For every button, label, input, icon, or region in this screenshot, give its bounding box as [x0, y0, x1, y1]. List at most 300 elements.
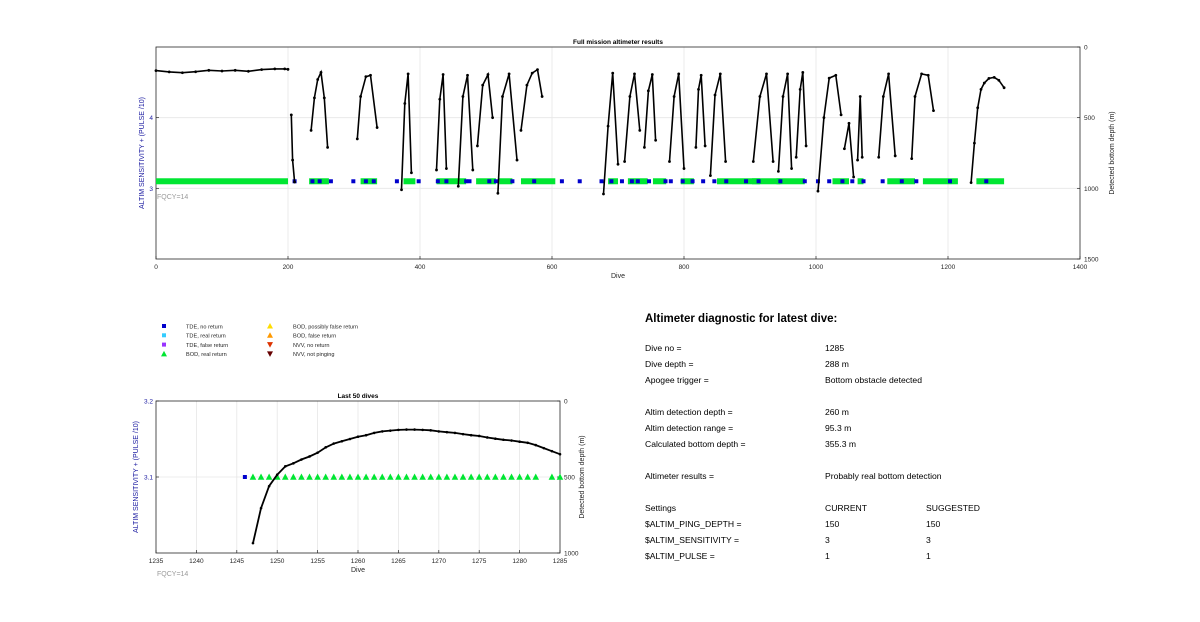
main-ylabel-right: Detected bottom depth (m): [1109, 111, 1116, 195]
diag-row-detect-depth: [645, 407, 1165, 423]
main-tde-no-return-marker: [372, 179, 376, 183]
main-depth-point: [438, 98, 441, 101]
main-tde-no-return-marker: [647, 179, 651, 183]
main-depth-point: [852, 176, 855, 179]
main-tde-no-return-marker: [444, 179, 448, 183]
last50-depth-point: [292, 462, 295, 465]
main-depth-point: [457, 185, 460, 188]
main-y-right-tick-label: 500: [1084, 115, 1095, 123]
main-depth-point: [326, 146, 329, 149]
main-tde-no-return-marker: [620, 179, 624, 183]
last50-x-tick-label: 1265: [391, 558, 406, 565]
main-tde-no-return-marker: [636, 179, 640, 183]
legend-label: BOD, possibly false return: [293, 324, 358, 331]
last50-depth-point: [260, 507, 263, 510]
last50-depth-point: [349, 438, 352, 441]
main-x-tick-label: 800: [678, 264, 690, 271]
main-tde-no-return-marker: [329, 179, 333, 183]
main-tde-no-return-marker: [351, 179, 355, 183]
last50-annotation-fqcy: FQCY=14: [157, 571, 189, 578]
main-depth-point: [786, 72, 789, 75]
main-depth-point: [683, 167, 686, 170]
last50-depth-point: [413, 428, 416, 431]
main-depth-point: [526, 84, 529, 87]
main-depth-point: [823, 116, 826, 119]
main-depth-line: [437, 75, 447, 170]
main-depth-point: [856, 159, 859, 162]
diag-value: Bottom obstacle detected: [825, 375, 922, 385]
last50-y-right-tick-label: 1000: [564, 550, 579, 558]
main-x-tick-label: 0: [154, 264, 158, 271]
last50-depth-point: [421, 429, 424, 432]
main-depth-point: [628, 95, 631, 98]
main-depth-point: [980, 88, 983, 91]
main-bod-real-return-band: [976, 178, 1004, 184]
main-depth-point: [887, 72, 890, 75]
main-depth-point: [777, 170, 780, 173]
last50-depth-point: [526, 442, 529, 445]
last50-depth-line: [253, 430, 560, 543]
main-depth-point: [407, 72, 410, 75]
main-depth-point: [487, 73, 490, 76]
main-y-right-tick-label: 1000: [1084, 185, 1099, 193]
main-depth-point: [320, 71, 323, 74]
last50-ylabel-left: ALTIM SENSITIVITY + (PULSE /10): [133, 421, 140, 533]
settings-current: 3: [825, 535, 830, 545]
main-depth-point: [323, 96, 326, 99]
main-tde-no-return-marker: [681, 179, 685, 183]
main-depth-point: [400, 188, 403, 191]
main-depth-line: [521, 70, 542, 131]
main-depth-line: [311, 72, 328, 147]
main-depth-point: [617, 163, 620, 166]
main-x-tick-label: 1200: [940, 264, 956, 271]
settings-suggested: 1: [926, 551, 931, 561]
main-depth-point: [765, 72, 768, 75]
main-x-tick-label: 600: [546, 264, 558, 271]
main-depth-point: [247, 70, 250, 73]
main-tde-no-return-marker: [630, 179, 634, 183]
main-depth-point: [290, 113, 293, 116]
last50-depth-point: [381, 430, 384, 433]
last50-depth-point: [373, 432, 376, 435]
main-depth-point: [647, 89, 650, 92]
last50-xlabel: Dive: [350, 567, 366, 574]
last50-depth-point: [534, 444, 537, 447]
main-depth-point: [531, 72, 534, 75]
main-depth-point: [273, 68, 276, 71]
last50-depth-point: [276, 473, 279, 476]
last50-x-tick-label: 1280: [512, 558, 527, 565]
last50-x-tick-label: 1285: [552, 558, 568, 565]
diag-label: Altim detection range =: [645, 423, 734, 433]
main-x-tick-label: 400: [414, 264, 426, 271]
setting-ping-depth: [645, 519, 1165, 535]
main-tde-no-return-marker: [691, 179, 695, 183]
last50-depth-point: [518, 440, 521, 443]
main-tde-no-return-marker: [712, 179, 716, 183]
settings-current: 1: [825, 551, 830, 561]
main-depth-point: [369, 74, 372, 77]
main-depth-point: [709, 174, 712, 177]
main-depth-line: [458, 75, 473, 186]
diagnostic-panel: [645, 313, 1165, 567]
last50-depth-point: [486, 436, 489, 439]
last50-x-tick-label: 1235: [148, 558, 164, 565]
main-tde-no-return-marker: [778, 179, 782, 183]
settings-label: $ALTIM_PULSE =: [645, 551, 715, 561]
main-tde-no-return-marker: [850, 179, 854, 183]
main-depth-line: [844, 123, 853, 177]
settings-suggested-header: SUGGESTED: [926, 503, 980, 513]
main-depth-point: [403, 102, 406, 105]
diag-row-calc-bottom: [645, 439, 1165, 455]
legend-label: BOD, real return: [186, 352, 227, 359]
main-depth-point: [983, 82, 986, 85]
main-tde-no-return-marker: [701, 179, 705, 183]
main-tde-no-return-marker: [532, 179, 536, 183]
main-depth-point: [181, 71, 184, 74]
diag-value: 260 m: [825, 407, 849, 417]
main-depth-point: [435, 169, 438, 172]
main-depth-point: [920, 72, 923, 75]
last50-tde-no-return-marker: [243, 475, 247, 479]
main-depth-line: [498, 74, 517, 193]
diag-row-apogee: [645, 375, 1165, 391]
main-depth-point: [291, 159, 294, 162]
main-depth-point: [828, 77, 831, 80]
main-depth-point: [861, 156, 864, 159]
main-bod-real-return-band: [923, 178, 958, 184]
main-depth-point: [694, 146, 697, 149]
main-y-right-tick-label: 0: [1084, 44, 1088, 52]
diag-label: Calculated bottom depth =: [645, 439, 746, 449]
settings-label: Settings: [645, 503, 677, 513]
last50-depth-point: [397, 429, 400, 432]
last50-y-right-tick-label: 0: [564, 398, 568, 406]
main-y-left-tick-label: 4: [149, 115, 153, 123]
last50-depth-point: [446, 431, 449, 434]
last50-depth-point: [494, 437, 497, 440]
main-bod-real-return-band: [404, 178, 416, 184]
main-tde-no-return-marker: [487, 179, 491, 183]
main-depth-point: [194, 70, 197, 73]
main-depth-point: [772, 160, 775, 163]
main-depth-point: [536, 68, 539, 71]
main-depth-point: [795, 156, 798, 159]
last50-depth-point: [389, 429, 392, 432]
last50-depth-point: [543, 447, 546, 450]
main-tde-no-return-marker: [914, 179, 918, 183]
legend-marker-square: [162, 343, 166, 347]
legend-marker-square: [162, 333, 166, 337]
last50-depth-point: [438, 430, 441, 433]
main-depth-line: [971, 77, 1004, 182]
main-depth-point: [668, 160, 671, 163]
main-depth-point: [359, 95, 362, 98]
main-depth-line: [644, 75, 655, 148]
main-depth-line: [796, 72, 806, 157]
main-depth-point: [221, 70, 224, 73]
main-depth-point: [155, 69, 158, 72]
legend-label: NVV, no return: [293, 342, 330, 349]
main-tde-no-return-marker: [510, 179, 514, 183]
last50-depth-point: [454, 432, 457, 435]
main-depth-point: [677, 72, 680, 75]
main-depth-point: [287, 68, 290, 71]
legend-marker-triangle-down: [267, 342, 273, 348]
main-depth-point: [859, 95, 862, 98]
main-depth-line: [402, 74, 412, 190]
last50-depth-point: [478, 435, 481, 438]
last50-y-left-tick-label: 3.2: [143, 398, 153, 406]
main-depth-point: [364, 75, 367, 78]
main-depth-point: [843, 147, 846, 150]
main-depth-point: [466, 74, 469, 77]
main-tde-no-return-marker: [803, 179, 807, 183]
settings-current-header: CURRENT: [825, 503, 868, 513]
main-depth-point: [805, 145, 808, 148]
main-depth-point: [293, 181, 296, 184]
legend-marker-triangle-down: [267, 351, 273, 357]
last50-depth-point: [268, 485, 271, 488]
main-depth-point: [801, 71, 804, 74]
diag-label: Altim detection depth =: [645, 407, 733, 417]
main-depth-point: [462, 95, 465, 98]
last50-depth-point: [502, 438, 505, 441]
last50-x-tick-label: 1240: [189, 558, 204, 565]
main-depth-point: [848, 122, 851, 125]
main-depth-point: [714, 94, 717, 97]
last50-x-tick-label: 1275: [471, 558, 487, 565]
main-depth-point: [638, 129, 641, 132]
last50-depth-point: [510, 439, 513, 442]
main-depth-line: [696, 75, 705, 147]
main-depth-point: [970, 181, 973, 184]
main-depth-point: [643, 146, 646, 149]
main-depth-line: [710, 74, 725, 176]
diag-value: Probably real bottom detection: [825, 471, 942, 481]
main-title: Full mission altimeter results: [573, 39, 663, 46]
last50-depth-point: [429, 429, 432, 432]
last50-depth-point: [559, 453, 562, 456]
main-bod-real-return-band: [521, 178, 555, 184]
settings-header: [645, 503, 1165, 519]
diag-label: Altimeter results =: [645, 471, 715, 481]
main-tde-no-return-marker: [417, 179, 421, 183]
last50-depth-point: [357, 435, 360, 438]
main-depth-point: [508, 72, 511, 75]
last50-depth-point: [252, 542, 255, 545]
main-depth-point: [790, 167, 793, 170]
main-depth-point: [927, 74, 930, 77]
settings-suggested: 3: [926, 535, 931, 545]
settings-suggested: 150: [926, 519, 941, 529]
main-depth-point: [471, 169, 474, 172]
last50-depth-point: [332, 442, 335, 445]
legend-label: TDE, no return: [186, 324, 223, 331]
main-depth-point: [496, 192, 499, 195]
main-x-tick-label: 1400: [1072, 264, 1088, 271]
diag-row-results: [645, 471, 1165, 487]
main-depth-point: [283, 68, 286, 71]
main-depth-line: [670, 74, 685, 169]
main-depth-point: [782, 95, 785, 98]
last50-depth-point: [462, 433, 465, 436]
setting-sensitivity: [645, 535, 1165, 551]
diag-row-dive-depth: [645, 359, 1165, 375]
main-tde-no-return-marker: [364, 179, 368, 183]
diag-label: Apogee trigger =: [645, 375, 709, 385]
main-depth-point: [1003, 86, 1006, 89]
main-depth-line: [818, 75, 841, 191]
main-tde-no-return-marker: [494, 179, 498, 183]
main-tde-no-return-marker: [664, 179, 668, 183]
main-tde-no-return-marker: [881, 179, 885, 183]
last50-x-tick-label: 1260: [350, 558, 366, 565]
diag-label: Dive depth =: [645, 359, 694, 369]
main-depth-point: [541, 95, 544, 98]
main-depth-line: [604, 73, 619, 194]
setting-pulse: [645, 551, 1165, 567]
main-bod-real-return-band: [437, 178, 467, 184]
main-depth-point: [516, 159, 519, 162]
main-depth-point: [697, 88, 700, 91]
last50-depth-point: [551, 450, 554, 453]
main-tde-no-return-marker: [827, 179, 831, 183]
main-depth-point: [840, 113, 843, 116]
legend-marker-triangle-up: [161, 351, 167, 357]
main-depth-point: [877, 156, 880, 159]
main-depth-point: [799, 88, 802, 91]
last50-depth-point: [324, 446, 327, 449]
main-depth-point: [914, 95, 917, 98]
main-tde-no-return-marker: [436, 179, 440, 183]
last50-depth-point: [316, 451, 319, 454]
main-depth-point: [700, 74, 703, 77]
main-depth-point: [476, 145, 479, 148]
main-tde-no-return-marker: [744, 179, 748, 183]
main-tde-no-return-marker: [318, 179, 322, 183]
legend-marker-square: [162, 324, 166, 328]
main-tde-no-return-marker: [948, 179, 952, 183]
main-depth-line: [477, 75, 492, 146]
main-depth-point: [654, 139, 657, 142]
main-depth-point: [260, 68, 263, 71]
main-depth-point: [724, 160, 727, 163]
main-x-tick-label: 200: [282, 264, 294, 271]
main-depth-point: [973, 142, 976, 145]
main-depth-point: [719, 72, 722, 75]
main-depth-point: [442, 73, 445, 76]
main-depth-point: [313, 96, 316, 99]
main-depth-point: [481, 84, 484, 87]
diag-value: 1285: [825, 343, 845, 353]
main-depth-point: [988, 77, 991, 80]
last50-depth-point: [284, 465, 287, 468]
last50-y-right-tick-label: 500: [564, 474, 575, 482]
main-depth-point: [207, 69, 210, 72]
main-tde-no-return-marker: [609, 179, 613, 183]
main-tde-no-return-marker: [862, 179, 866, 183]
main-xlabel: Dive: [610, 273, 626, 280]
last50-depth-point: [308, 455, 311, 458]
main-depth-point: [752, 160, 755, 163]
main-depth-point: [611, 72, 614, 75]
legend-label: NVV, not pinging: [293, 352, 335, 359]
main-tde-no-return-marker: [560, 179, 564, 183]
main-depth-line: [778, 74, 791, 171]
main-tde-no-return-marker: [724, 179, 728, 183]
main-depth-point: [910, 157, 913, 160]
last50-title: Last 50 dives: [337, 393, 379, 400]
main-depth-point: [445, 167, 448, 170]
last50-depth-point: [341, 440, 344, 443]
legend-marker-triangle-up: [267, 323, 273, 329]
main-tde-no-return-marker: [600, 179, 604, 183]
main-tde-no-return-marker: [984, 179, 988, 183]
main-depth-point: [607, 125, 610, 128]
settings-current: 150: [825, 519, 840, 529]
settings-label: $ALTIM_PING_DEPTH =: [645, 519, 742, 529]
main-bod-real-return-band: [156, 178, 288, 184]
legend-label: TDE, real return: [186, 333, 226, 340]
main-depth-point: [520, 129, 523, 132]
main-y-left-tick-label: 3: [149, 185, 153, 193]
main-depth-point: [932, 109, 935, 112]
main-depth-line: [357, 75, 377, 139]
main-depth-point: [997, 79, 1000, 82]
legend-label: TDE, false return: [186, 342, 229, 349]
main-depth-point: [623, 160, 626, 163]
last50-x-tick-label: 1255: [310, 558, 325, 565]
last50-depth-point: [405, 428, 408, 431]
main-depth-point: [976, 106, 979, 109]
main-depth-point: [410, 171, 413, 174]
settings-label: $ALTIM_SENSITIVITY =: [645, 535, 740, 545]
main-depth-point: [759, 95, 762, 98]
main-depth-point: [834, 74, 837, 77]
legend-label: BOD, false return: [293, 333, 337, 340]
main-tde-no-return-marker: [395, 179, 399, 183]
main-depth-point: [882, 95, 885, 98]
last50-x-tick-label: 1245: [229, 558, 245, 565]
last50-x-tick-label: 1250: [269, 558, 285, 565]
main-depth-point: [316, 78, 319, 81]
main-ylabel-left: ALTIM SENSITIVITY + (PULSE /10): [139, 97, 146, 209]
main-depth-line: [912, 74, 934, 159]
diag-value: 355.3 m: [825, 439, 857, 449]
last50-depth-point: [300, 458, 303, 461]
main-depth-line: [291, 115, 294, 182]
main-tde-no-return-marker: [840, 179, 844, 183]
last50-depth-point: [365, 434, 368, 437]
main-tde-no-return-marker: [310, 179, 314, 183]
main-depth-point: [234, 69, 237, 72]
main-depth-line: [879, 74, 896, 157]
diag-value: 288 m: [825, 359, 849, 369]
main-y-right-tick-label: 1500: [1084, 256, 1099, 264]
main-tde-no-return-marker: [757, 179, 761, 183]
main-depth-point: [168, 70, 171, 73]
main-depth-point: [356, 137, 359, 140]
main-tde-no-return-marker: [669, 179, 673, 183]
main-x-tick-label: 1000: [808, 264, 824, 271]
legend-marker-triangle-up: [267, 332, 273, 338]
main-depth-point: [704, 145, 707, 148]
diag-row-dive-no: [645, 343, 1165, 359]
main-depth-point: [501, 95, 504, 98]
